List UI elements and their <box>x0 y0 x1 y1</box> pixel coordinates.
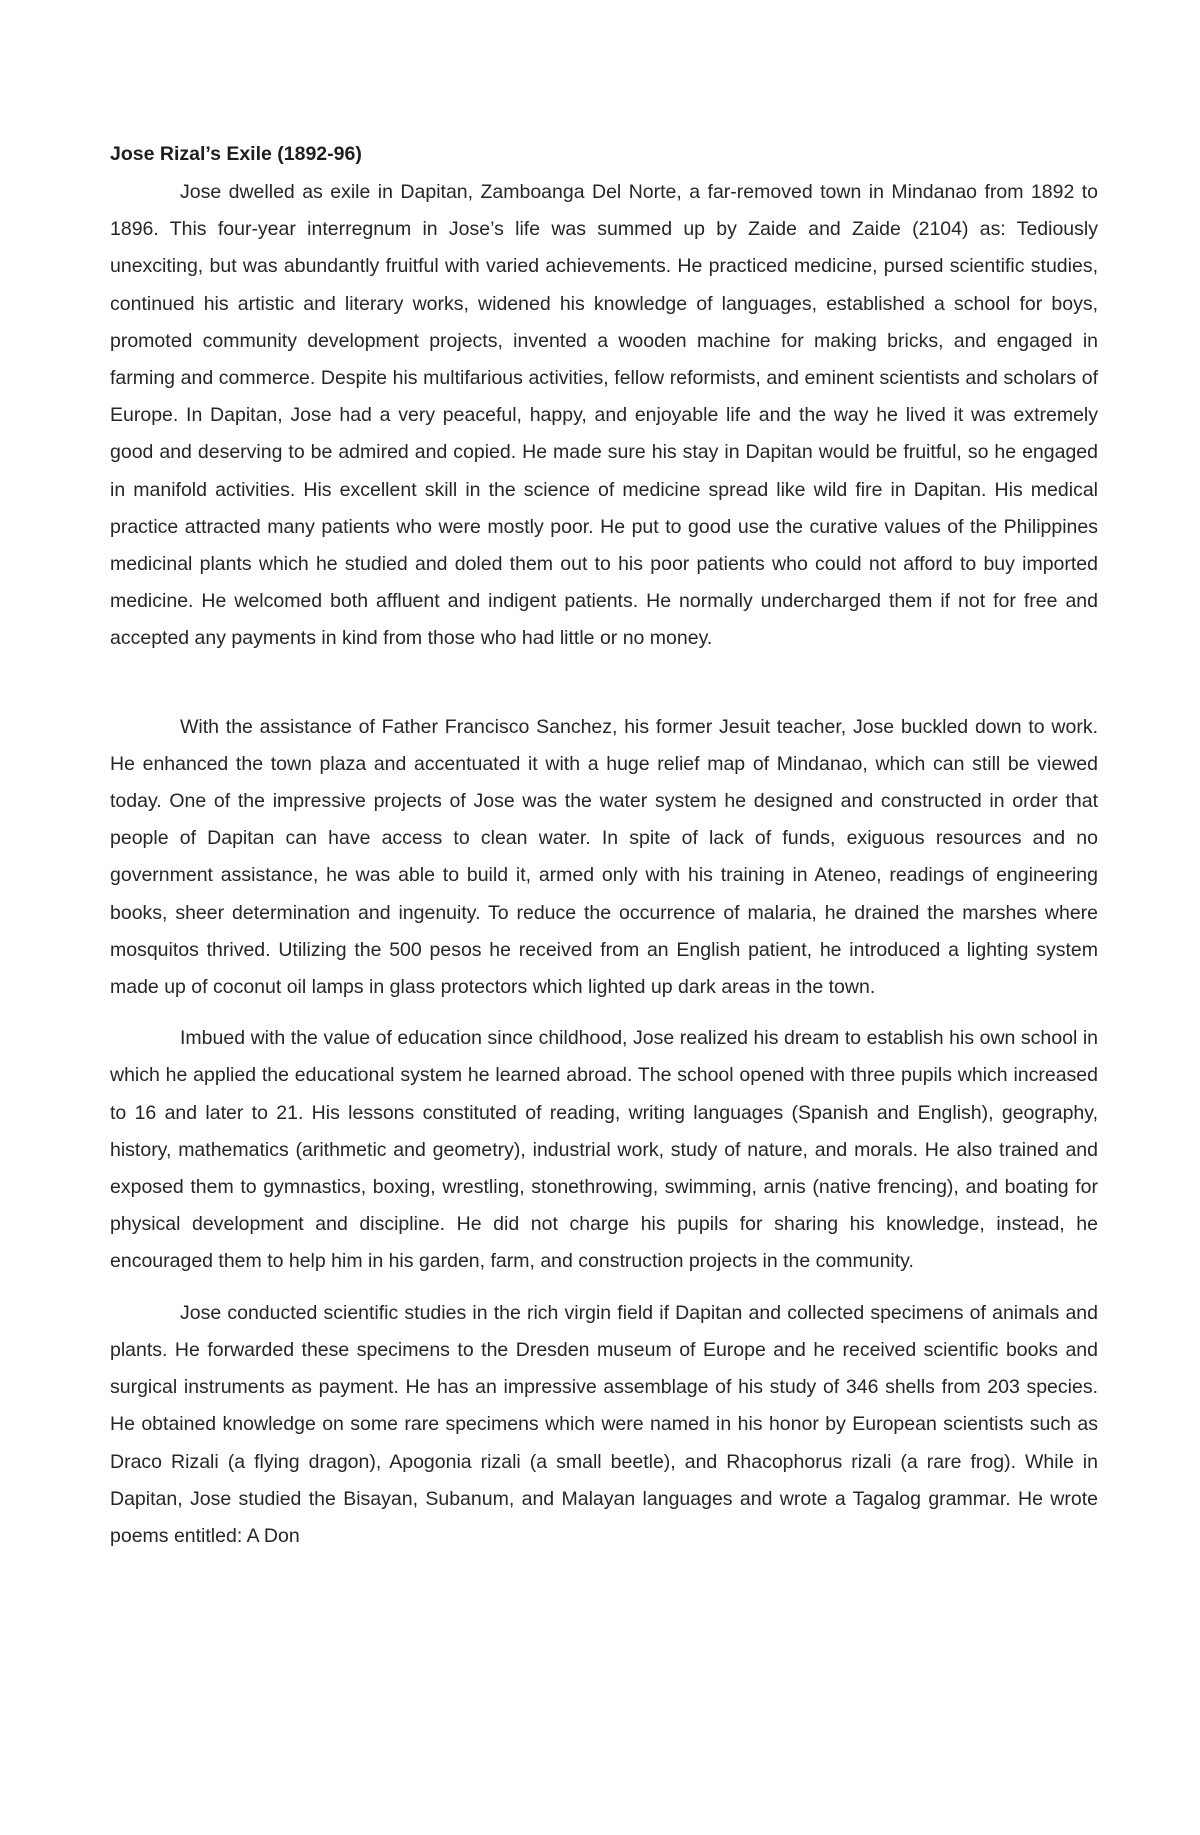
document-title: Jose Rizal’s Exile (1892-96) <box>110 143 362 165</box>
paragraph-scientific-studies: Jose conducted scientific studies in the rich virgin field if Dapitan and collected specimens of animals and plants. He forwarded these specimens to the Dresden museum of Europe and he received scientific books and surgical instruments as payment. He has an impressive assemblage of his study of 346 shells from 203 species. He obtained knowledge on some rare specimens which were named in his honor by European scientists such as Draco Rizali (a flying dragon), Apogonia rizali (a small beetle), and Rhacophorus rizali (a rare frog). While in Dapitan, Jose studied the Bisayan, Subanum, and Malayan languages and wrote a Tagalog grammar. He wrote poems entitled: A Don <box>110 1301 1098 1547</box>
paragraph-school: Imbued with the value of education since childhood, Jose realized his dream to establish his own school in which he applied the educational system he learned abroad. The school opened with three pupils which increased to 16 and later to 21. His lessons constituted of reading, writing languages (Spanish and English), geography, history, mathematics (arithmetic and geometry), industrial work, study of nature, and morals. He also trained and exposed them to gymnastics, boxing, wrestling, stonethrowing, swimming, arnis (native frencing), and boating for physical development and discipline. He did not charge his pupils for sharing his knowledge, instead, he encouraged them to help him in his garden, farm, and construction projects in the community. <box>110 1027 1098 1273</box>
paragraph-exile-overview: Jose dwelled as exile in Dapitan, Zamboanga Del Norte, a far-removed town in Mindanao from 1892 to 1896. This four-year interregnum in Jose’s life was summed up by Zaide and Zaide (2104) as: Tediously unexciting, but was abundantly fruitful with varied achievements. He practiced medicine, pursed scientific studies, continued his artistic and literary works, widened his knowledge of languages, established a school for boys, promoted community development projects, invented a wooden machine for making bricks, and engaged in farming and commerce. Despite his multifarious activities, fellow reformists, and eminent scientists and scholars of Europe. In Dapitan, Jose had a very peaceful, happy, and enjoyable life and the way he lived it was extremely good and deserving to be admired and copied. He made sure his stay in Dapitan would be fruitful, so he engaged in manifold activities. His excellent skill in the science of medicine spread like wild fire in Dapitan. His medical practice attracted many patients who were mostly poor. He put to good use the curative values of the Philippines medicinal plants which he studied and doled them out to his poor patients who could not afford to buy imported medicine. He welcomed both affluent and indigent patients. He normally undercharged them if not for free and accepted any payments in kind from those who had little or no money. <box>110 181 1098 650</box>
document-body <box>110 140 1098 1555</box>
paragraph-public-works: With the assistance of Father Francisco Sanchez, his former Jesuit teacher, Jose buckled down to work. He enhanced the town plaza and accentuated it with a huge relief map of Mindanao, which can still be viewed today. One of the impressive projects of Jose was the water system he designed and constructed in order that people of Dapitan can have access to clean water. In spite of lack of funds, exiguous resources and no government assistance, he was able to build it, armed only with his training in Ateneo, readings of engineering books, sheer determination and ingenuity. To reduce the occurrence of malaria, he drained the marshes where mosquitos thrived. Utilizing the 500 pesos he received from an English patient, he introduced a lighting system made up of coconut oil lamps in glass protectors which lighted up dark areas in the town. <box>110 715 1098 999</box>
